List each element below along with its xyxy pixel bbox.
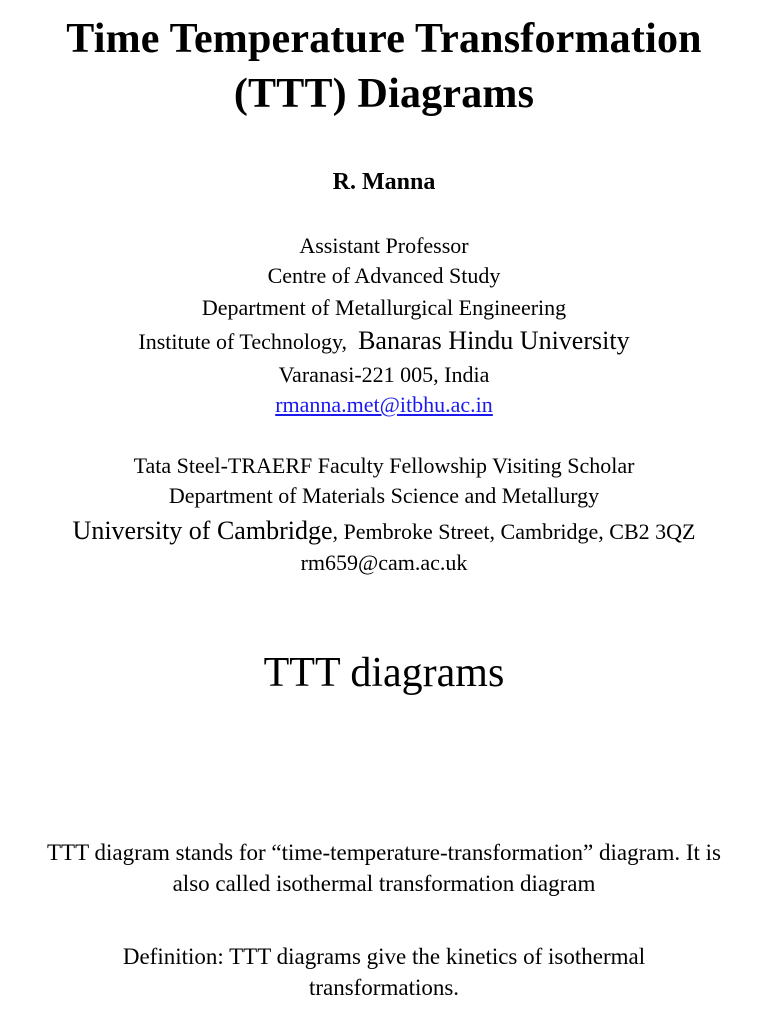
author-name: R. Manna: [332, 169, 436, 195]
section-heading: TTT diagrams: [263, 650, 505, 696]
city-line: Varanasi-221 005, India: [278, 362, 490, 387]
title-line-1: Time Temperature Transformation: [66, 16, 702, 62]
department-name: Department of Metallurgical Engineering: [201, 295, 567, 320]
fellowship-line: Tata Steel-TRAERF Faculty Fellowship Visiting Scholar: [133, 453, 635, 478]
university-name: Banaras Hindu University: [358, 326, 630, 355]
visiting-email: rm659@cam.ac.uk: [300, 550, 468, 575]
centre-name: Centre of Advanced Study: [267, 263, 501, 288]
institute-line: [0, 328, 768, 354]
paragraph-2-line-1: Definition: TTT diagrams give the kinetics of isothermal: [122, 944, 646, 969]
email-line: [0, 394, 768, 416]
cambridge-line: [0, 518, 768, 544]
visiting-department: Department of Materials Science and Metallurgy: [168, 483, 600, 508]
paragraph-2-line-2: transformations.: [308, 975, 460, 1000]
paragraph-1-line-2: also called isothermal transformation diagram: [172, 871, 596, 896]
cambridge-university: University of Cambridge: [72, 516, 333, 545]
paragraph-1-line-1: TTT diagram stands for “time-temperature-transformation” diagram. It is: [47, 840, 721, 865]
email-link[interactable]: rmanna.met@itbhu.ac.in: [275, 392, 493, 417]
institute-prefix: Institute of Technology,: [138, 329, 348, 354]
title-line-2: (TTT) Diagrams: [233, 71, 535, 117]
author-position: Assistant Professor: [299, 233, 469, 258]
cambridge-address: , Pembroke Street, Cambridge, CB2 3QZ: [332, 519, 696, 544]
